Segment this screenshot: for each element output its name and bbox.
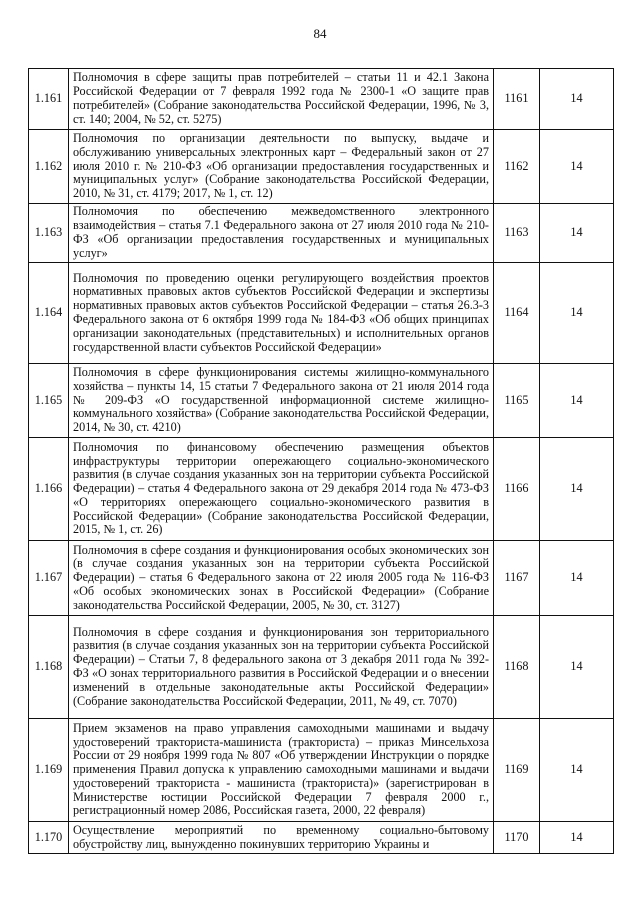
- row-code: 1166: [494, 438, 540, 541]
- table-row: [29, 204, 614, 263]
- table-row: [29, 130, 614, 204]
- row-code: 1164: [494, 263, 540, 364]
- row-description: Прием экзаменов на право управления самоходными машинами и выдачу удостоверений тракториста-машиниста (тракториста) – приказ Минсельхоза России от 29 ноября 1999 года № 807 «Об утверждении Инструкции о порядке применения Правил допуска к управлению самоходными машинами и выдачи удостоверений тракториста - машиниста (тракториста)» (зарегистрирован в Министерстве юстиции Российской Федерации 7 февраля 2000 г., регистрационный номер 2086, Российская газета, 2000, 22 февраля): [69, 719, 494, 822]
- row-count: 14: [540, 541, 614, 616]
- page-number: 84: [313, 26, 327, 41]
- row-number: 1.170: [29, 822, 69, 854]
- table-row: [29, 616, 614, 719]
- row-number: 1.164: [29, 263, 69, 364]
- table-row: [29, 719, 614, 822]
- row-code: 1163: [494, 204, 540, 263]
- table-row: [29, 69, 614, 130]
- row-count: 14: [540, 438, 614, 541]
- table-row: [29, 822, 614, 854]
- row-count: 14: [540, 616, 614, 719]
- row-number: 1.161: [29, 69, 69, 130]
- row-number: 1.165: [29, 364, 69, 438]
- row-description: Полномочия в сфере функционирования системы жилищно-коммунального хозяйства – пункты 14, 15 статьи 7 Федерального закона от 21 июля 2014 года № 209-ФЗ «О государственной информационной системе жилищно-коммунального хозяйства» (Собрание законодательства Российской Федерации, 2014, № 30, ст. 4210): [69, 364, 494, 438]
- row-description: Полномочия в сфере защиты прав потребителей – статьи 11 и 42.1 Закона Российской Федерации от 7 февраля 1992 года № 2300-1 «О защите прав потребителей» (Собрание законодательства Российской Федерации, 1996, № 3, ст. 140; 2004, № 52, ст. 5275): [69, 69, 494, 130]
- row-description: Полномочия по финансовому обеспечению размещения объектов инфраструктуры территории опережающего социально-экономического развития (в случае создания указанных зон на территории субъекта Российской Федерации) – статья 4 Федерального закона от 29 декабря 2014 года № 473-ФЗ «О территориях опережающего социально-экономического развития в Российской Федерации» (Собрание законодательства Российской Федерации, 2015, № 1, ст. 26): [69, 438, 494, 541]
- row-code: 1161: [494, 69, 540, 130]
- row-count: 14: [540, 263, 614, 364]
- table-row: [29, 438, 614, 541]
- row-count: 14: [540, 364, 614, 438]
- row-number: 1.162: [29, 130, 69, 204]
- row-description: Осуществление мероприятий по временному социально-бытовому обустройству лиц, вынужденно покинувших территорию Украины и: [69, 822, 494, 854]
- row-code: 1168: [494, 616, 540, 719]
- row-description: Полномочия по проведению оценки регулирующего воздействия проектов нормативных правовых актов субъектов Российской Федерации и экспертизы нормативных правовых актов субъектов Российской Федерации – статья 26.3-3 Федерального закона от 6 октября 1999 года № 184-ФЗ «Об общих принципах организации законодательных (представительных) и исполнительных органов государственной власти субъектов Российской Федерации»: [69, 263, 494, 364]
- row-code: 1169: [494, 719, 540, 822]
- row-code: 1170: [494, 822, 540, 854]
- row-number: 1.169: [29, 719, 69, 822]
- table-row: [29, 263, 614, 364]
- row-number: 1.166: [29, 438, 69, 541]
- row-code: 1167: [494, 541, 540, 616]
- row-count: 14: [540, 204, 614, 263]
- row-code: 1162: [494, 130, 540, 204]
- row-description: Полномочия по организации деятельности по выпуску, выдаче и обслуживанию универсальных электронных карт – Федеральный закон от 27 июля 2010 г. № 210-ФЗ «Об организации предоставления государственных и муниципальных услуг» (Собрание законодательства Российской Федерации, 2010, № 31, ст. 4179; 2017, № 1, ст. 12): [69, 130, 494, 204]
- row-count: 14: [540, 130, 614, 204]
- row-code: 1165: [494, 364, 540, 438]
- row-count: 14: [540, 69, 614, 130]
- row-count: 14: [540, 719, 614, 822]
- row-description: Полномочия в сфере создания и функционирования особых экономических зон (в случае создания указанных зон на территории субъекта Российской Федерации) – статья 6 Федерального закона от 22 июля 2005 года № 116-ФЗ «Об особых экономических зонах в Российской Федерации» (Собрание законодательства Российской Федерации, 2005, № 30, ст. 3127): [69, 541, 494, 616]
- row-description: Полномочия по обеспечению межведомственного электронного взаимодействия – статья 7.1 Федерального закона от 27 июля 2010 года № 210-ФЗ «Об организации предоставления государственных и муниципальных услуг»: [69, 204, 494, 263]
- row-count: 14: [540, 822, 614, 854]
- row-number: 1.168: [29, 616, 69, 719]
- authority-table: [28, 68, 614, 854]
- row-number: 1.167: [29, 541, 69, 616]
- table-row: [29, 364, 614, 438]
- row-description: Полномочия в сфере создания и функционирования зон территориального развития (в случае создания указанных зон на территории субъекта Российской Федерации) – Статьи 7, 8 федерального закона от 3 декабря 2011 года № 392-ФЗ «О зонах территориального развития в Российской Федерации и о внесении изменений в отдельные законодательные акты Российской Федерации» (Собрание законодательства Российской Федерации, 2011, № 49, ст. 7070): [69, 616, 494, 719]
- table-row: [29, 541, 614, 616]
- row-number: 1.163: [29, 204, 69, 263]
